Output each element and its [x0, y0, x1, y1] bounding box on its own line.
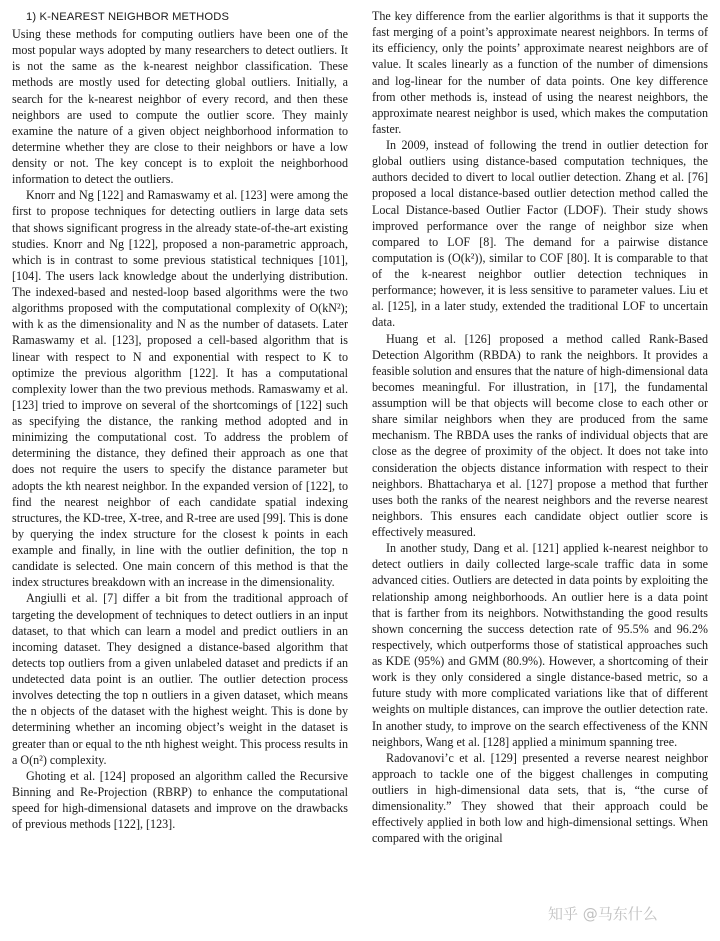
section-heading: 1) K-NEAREST NEIGHBOR METHODS [26, 11, 230, 23]
paragraph: In another study, Dang et al. [121] applied k-nearest neighbor to detect outliers in daily collected large-scale traffic data in some advanced cities. Outliers are detected in data points by exploiting the relationship among neighborhoods. An outlier here is a data point that is farther from its neighbors. Notwithstanding the good results shown concerning the success detection rate of 95.5% and 96.2% respectively, which outperforms those of statistical approaches such as KDE (95%) and GMM (80.9%). However, a shortcoming of their work is they only considered a single distance-based metric, so a future study with more complicated variations like that of different weights on multiple distances, can improve the outlier detection rate. In another study, to improve on the search effectiveness of the KNN neighbors, Wang et al. [128] applied a minimum spanning tree. [372, 541, 708, 749]
paragraph: Using these methods for computing outliers have been one of the most popular ways adopted by many researchers to detect outliers. It is not the same as the k-nearest neighbor classification. These methods are mostly used for detecting global outliers. Initially, a search for the k-nearest neighbor of every record, and then these neighbors are used to compute the outlier score. They mainly examine the nature of a given object neighborhood information to determine whether they are close to their neighbors or have a low density or not. The key concept is to exploit the neighborhood information to detect the outliers. [12, 27, 348, 187]
watermark-text: 知乎 @马东什么 [548, 905, 658, 923]
paragraph: In 2009, instead of following the trend in outlier detection for global outliers using distance-based computation techniques, the authors decided to divert to local outlier detection. Zhang et al. [76] proposed a local distance-based outlier detection method called the Local Distance-based Outlier Factor (LDOF). Their study shows improved performance over the range of neighbor size when compared to LOF [8]. The demand for a pairwise distance computation is (O(k²)), similar to COF [80]. It is comparable to that of the k-nearest neighbor outlier detection techniques in performance; however, it is less sensitive to parameter values. Liu et al. [125], in a later study, extended the traditional LOF to uncertain data. [372, 138, 708, 330]
paragraph: Knorr and Ng [122] and Ramaswamy et al. [123] were among the first to propose techniques for detecting outliers in large data sets that shows significant progress in the already state-of-the-art existing studies. Knorr and Ng [122], proposed a non-parametric approach, which is in contrast to some previous statistical techniques [101], [104]. The users lack knowledge about the underlying distribution. The indexed-based and nested-loop based algorithms were the two algorithms proposed with the computational complexity of O(kN²); with k as the dimensionality and N as the number of datasets. Later Ramaswamy et al. [123], proposed a cell-based algorithm that is linear with respect to N and exponential with respect to K to optimize the previous algorithm [122]. It has a computational complexity lower than the two previous methods. Ramaswamy et al. [123] tried to improve on several of the shortcomings of [122] such as specifying the distance, the ranking method adopted and in minimizing the computational cost. To address the problem of determining the distance, they defined their approach as one that does not require the users to specify the distance parameter but adopts the kth nearest neighbor. In the expanded version of [122], to find the nearest neighbor of each candidate spatial indexing structures, the KD-tree, X-tree, and R-tree are used [99]. This is done by querying the index structure for the closest k points in each example and finally, in line with the outlier definition, the top n candidate is selected. One main concern of this method is that the index structures breakdown with an increase in the dimensionality. [12, 188, 348, 590]
paragraph: Radovanovi’c et al. [129] presented a reverse nearest neighbor approach to tackle one of the biggest challenges in computing outliers in high-dimensional data sets, that is, “the curse of dimensionality.” They showed that their approach could be effectively applied in both low and high-dimensional settings. When compared with the original [372, 750, 708, 846]
paragraph: Ghoting et al. [124] proposed an algorithm called the Recursive Binning and Re-Projection (RBRP) to enhance the computational speed for high-dimensional datasets and improve on the drawbacks of previous methods [122], [123]. [12, 768, 348, 832]
paragraph: Huang et al. [126] proposed a method called Rank-Based Detection Algorithm (RBDA) to rank the neighbors. It provides a feasible solution and ensures that the nature of high-dimensional data becomes meaningful. For illustration, in [17], the fundamental assumption will be that objects will become close to each other or share similar neighbors when they are produced from the same mechanism. The RBDA uses the ranks of individual objects that are close as the degree of proximity of the object. It does not take into consideration the objects distance information with respect to their neighbors. Bhattacharya et al. [127] propose a method that further uses both the ranks of the nearest neighbors and the reverse nearest neighbors. This ensures each candidate object outlier score is effectively measured. [372, 331, 708, 539]
paragraph: The key difference from the earlier algorithms is that it supports the fast merging of a point’s approximate nearest neighbors. In terms of its efficiency, only the points’ approximate nearest neighbors are of value. It scales linearly as a function of the number of dimensions and log-linear for the number of data points. One key difference from other methods is, instead of using the nearest neighbors, the approximate nearest neighbor is used, which makes the computation faster. [372, 9, 708, 136]
right-column [372, 8, 708, 847]
paragraph: Angiulli et al. [7] differ a bit from the traditional approach of targeting the development of techniques to detect outliers in an input dataset, to that which can learn a model and predict outliers in an incoming dataset. They designed a distance-based algorithm that detects top outliers from a given unlabeled dataset and predicts if an undetected data point is an outlier. The outlier detection process involves detecting the top n outliers in a given dataset, which means the n objects of the dataset with the highest weight. This is done by determining whether an incoming object’s weight in the dataset is greater than or equal to the nth highest weight. This process results in a O(n²) complexity. [12, 591, 348, 767]
left-column [12, 8, 348, 832]
